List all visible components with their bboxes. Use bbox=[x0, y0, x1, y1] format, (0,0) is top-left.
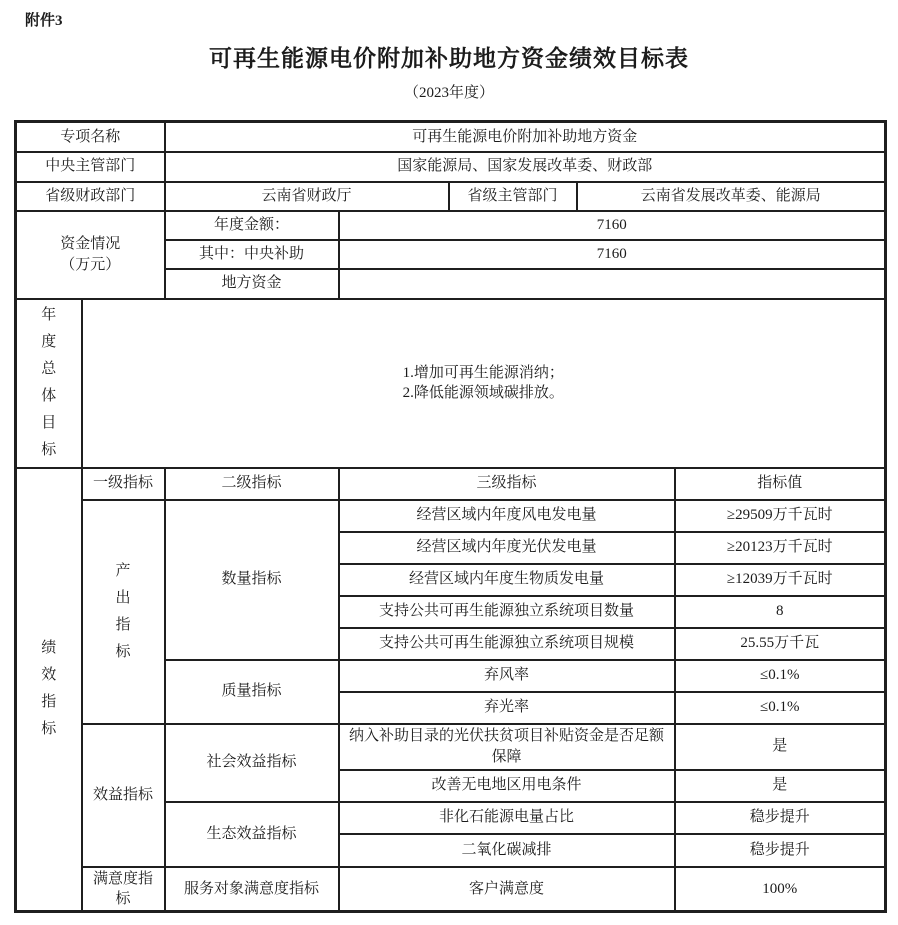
header-level2: 二级指标 bbox=[165, 468, 339, 500]
funding-central-label: 其中：中央补助 bbox=[165, 240, 339, 269]
performance-section-label bbox=[16, 468, 82, 912]
performance-section-label-text: 绩效指标 bbox=[41, 640, 57, 738]
level2-quantity-cell: 数量指标 bbox=[165, 500, 339, 660]
funding-local-value bbox=[339, 269, 886, 299]
indicator-value: 是 bbox=[675, 724, 886, 770]
page-title: 可再生能源电价附加补助地方资金绩效目标表 bbox=[209, 46, 689, 71]
prov-finance-value: 云南省财政厅 bbox=[165, 182, 449, 211]
annual-goal-label-text: 年度总体目标 bbox=[41, 307, 57, 458]
header-value: 指标值 bbox=[675, 468, 886, 500]
indicator-value: ≥12039万千瓦时 bbox=[675, 564, 886, 596]
attachment-label: 附件3 bbox=[25, 13, 63, 29]
level1-satisfaction-cell: 满意度指标 bbox=[82, 867, 165, 912]
prov-dept-label: 省级主管部门 bbox=[449, 182, 577, 211]
indicator-name: 非化石能源电量占比 bbox=[339, 802, 675, 834]
indicator-name: 纳入补助目录的光伏扶贫项目补贴资金是否足额保障 bbox=[339, 724, 675, 770]
project-name-value: 可再生能源电价附加补助地方资金 bbox=[165, 122, 886, 152]
indicator-value: 稳步提升 bbox=[675, 834, 886, 867]
indicator-value: 25.55万千瓦 bbox=[675, 628, 886, 660]
indicator-value: ≥20123万千瓦时 bbox=[675, 532, 886, 564]
project-name-label: 专项名称 bbox=[16, 122, 165, 152]
row-funding-annual bbox=[16, 211, 886, 240]
indicator-name: 弃风率 bbox=[339, 660, 675, 692]
row-central-dept bbox=[16, 152, 886, 182]
indicator-value: 100% bbox=[675, 867, 886, 912]
level1-output-text: 产出指标 bbox=[115, 562, 131, 660]
indicator-row-pv-poverty bbox=[16, 724, 886, 770]
funding-label-line2: （万元） bbox=[60, 256, 121, 273]
central-dept-label: 中央主管部门 bbox=[16, 152, 165, 182]
annual-goal-label bbox=[16, 299, 82, 468]
central-dept-value: 国家能源局、国家发展改革委、财政部 bbox=[165, 152, 886, 182]
level1-output-cell bbox=[82, 500, 165, 724]
prov-finance-label: 省级财政部门 bbox=[16, 182, 165, 211]
indicator-name: 改善无电地区用电条件 bbox=[339, 770, 675, 802]
indicator-value: 稳步提升 bbox=[675, 802, 886, 834]
indicator-row-wind bbox=[16, 500, 886, 532]
funding-local-label: 地方资金 bbox=[165, 269, 339, 299]
indicator-row-satisfaction bbox=[16, 867, 886, 912]
indicator-name: 二氧化碳减排 bbox=[339, 834, 675, 867]
level2-quality-cell: 质量指标 bbox=[165, 660, 339, 724]
funding-annual-value: 7160 bbox=[339, 211, 886, 240]
indicator-value: ≤0.1% bbox=[675, 660, 886, 692]
indicator-value: 是 bbox=[675, 770, 886, 802]
indicator-name: 客户满意度 bbox=[339, 867, 675, 912]
funding-label bbox=[16, 211, 165, 299]
annual-goal-content bbox=[82, 299, 886, 468]
row-perf-header bbox=[16, 468, 886, 500]
funding-annual-label: 年度金额： bbox=[165, 211, 339, 240]
indicator-name: 弃光率 bbox=[339, 692, 675, 724]
row-provincial-depts bbox=[16, 182, 886, 211]
indicator-name: 支持公共可再生能源独立系统项目规模 bbox=[339, 628, 675, 660]
indicator-value: ≤0.1% bbox=[675, 692, 886, 724]
page-subtitle: （2023年度） bbox=[403, 85, 494, 101]
row-annual-goal bbox=[16, 299, 886, 468]
level2-service-cell: 服务对象满意度指标 bbox=[165, 867, 339, 912]
annual-goal-line2: 2.降低能源领域碳排放。 bbox=[402, 385, 564, 401]
header-level1: 一级指标 bbox=[82, 468, 165, 500]
level1-benefit-cell: 效益指标 bbox=[82, 724, 165, 867]
indicator-name: 经营区域内年度光伏发电量 bbox=[339, 532, 675, 564]
row-project-name bbox=[16, 122, 886, 152]
indicator-name: 经营区域内年度风电发电量 bbox=[339, 500, 675, 532]
prov-dept-value: 云南省发展改革委、能源局 bbox=[577, 182, 886, 211]
indicator-value: 8 bbox=[675, 596, 886, 628]
level2-eco-cell: 生态效益指标 bbox=[165, 802, 339, 867]
funding-central-value: 7160 bbox=[339, 240, 886, 269]
indicator-name: 经营区域内年度生物质发电量 bbox=[339, 564, 675, 596]
level2-social-cell: 社会效益指标 bbox=[165, 724, 339, 802]
header-level3: 三级指标 bbox=[339, 468, 675, 500]
performance-target-table bbox=[14, 120, 887, 913]
funding-label-line1: 资金情况 bbox=[60, 236, 121, 253]
indicator-name: 支持公共可再生能源独立系统项目数量 bbox=[339, 596, 675, 628]
indicator-value: ≥29509万千瓦时 bbox=[675, 500, 886, 532]
annual-goal-line1: 1.增加可再生能源消纳； bbox=[402, 364, 564, 381]
